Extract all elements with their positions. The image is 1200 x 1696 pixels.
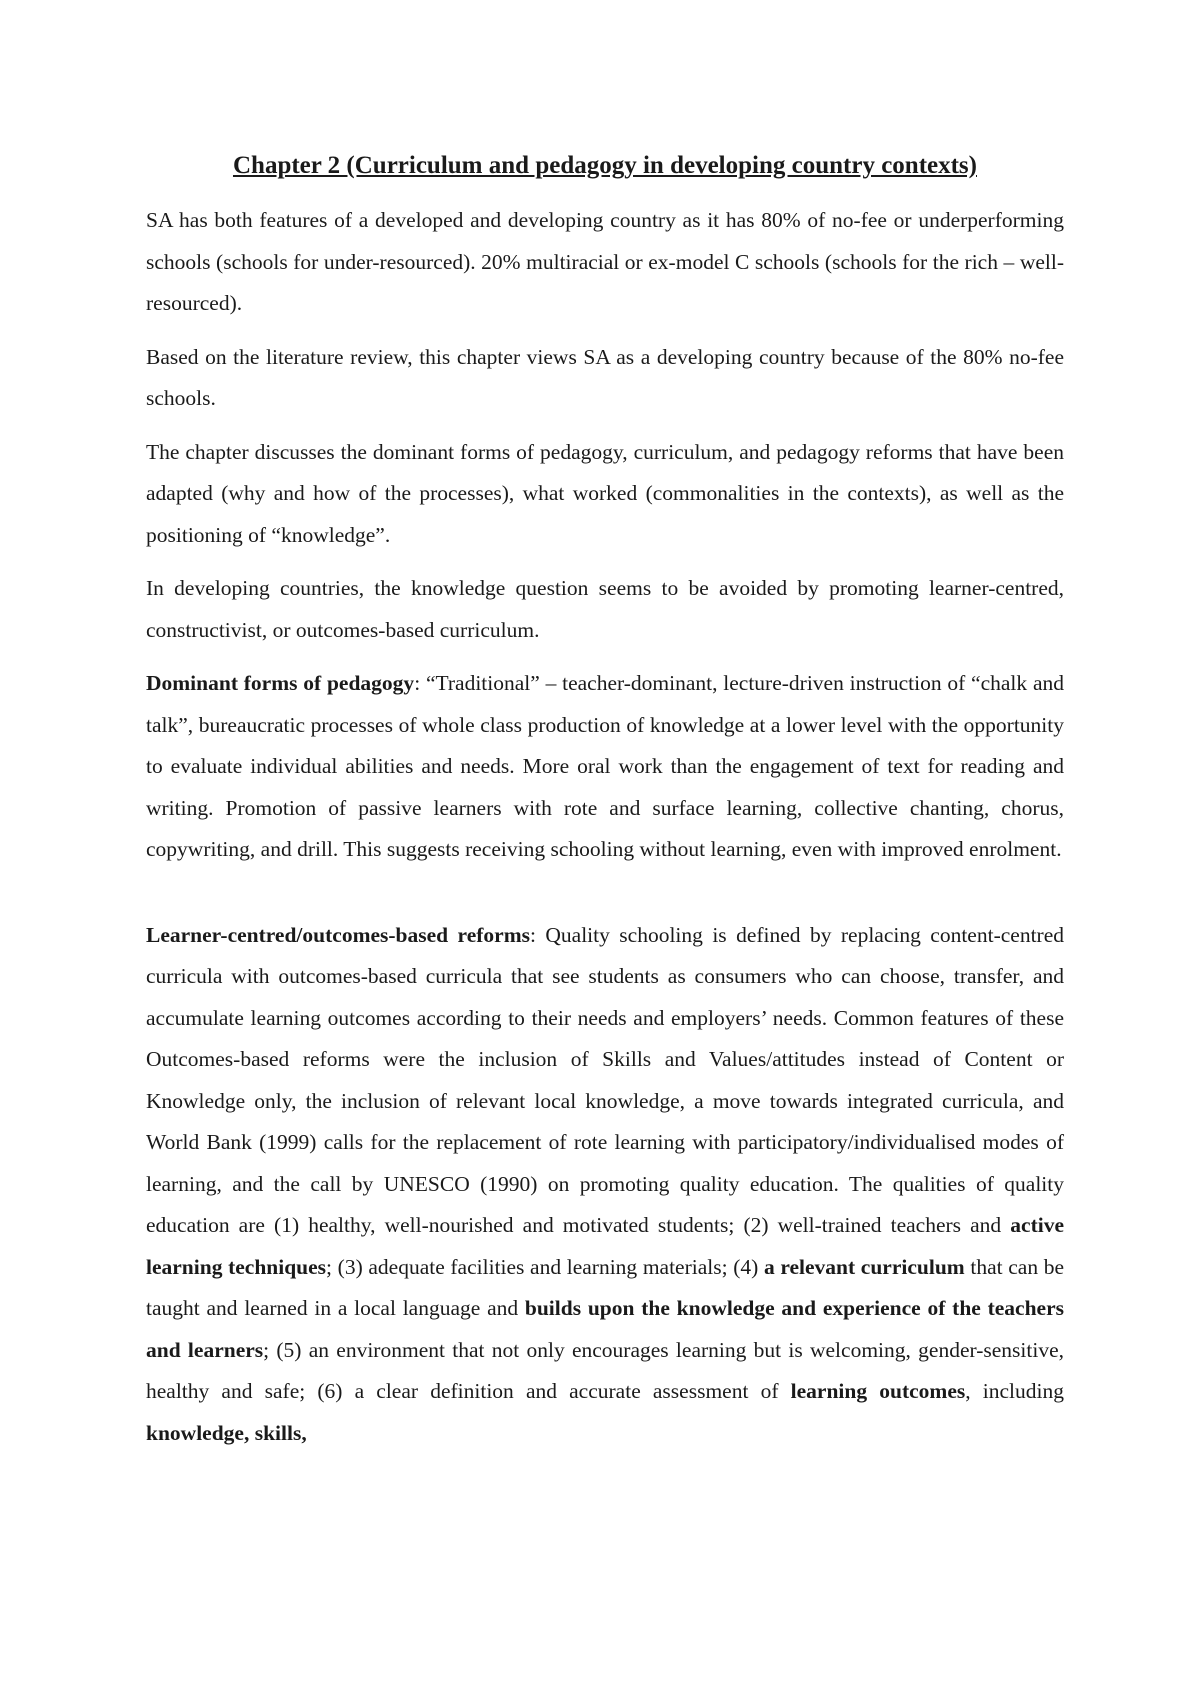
document-body xyxy=(146,144,1064,1454)
paragraph-chapter-discussion: The chapter discusses the dominant forms of pedagogy, curriculum, and pedagogy reforms that have been adapted (why and how of the processes), what worked (commonalities in the contexts), as well as the positioning of “knowledge”. xyxy=(146,439,1064,547)
heading-dominant-pedagogy: Dominant forms of pedagogy xyxy=(146,671,415,695)
paragraph-sa-features: SA has both features of a developed and developing country as it has 80% of no-fee or underperforming schools (schools for under-resourced). 20% multiracial or ex-model C schools (schools for the rich – well-resourced). xyxy=(146,208,1064,315)
text-reforms-part-4: ; (5) an environment that not only encourages learning but is welcoming, gender-sensitive, healthy and safe; (6) a clear definition and accurate assessment of xyxy=(146,1337,1064,1403)
paragraph-dominant-pedagogy xyxy=(146,663,1064,871)
paragraph-learner-centred-reforms xyxy=(146,915,1064,1455)
text-reforms-part-2: ; (3) adequate facilities and learning materials; (4) xyxy=(326,1254,764,1279)
paragraph-knowledge-question: In developing countries, the knowledge question seems to be avoided by promoting learner-centred, constructivist, or outcomes-based curriculum. xyxy=(146,576,1064,642)
bold-learning-outcomes: learning outcomes xyxy=(790,1379,966,1403)
paragraph-literature-review: Based on the literature review, this chapter views SA as a developing country because of the 80% no-fee schools. xyxy=(146,344,1064,410)
bold-builds-upon-knowledge: builds upon the knowledge and experience of the teachers and learners xyxy=(146,1296,1064,1362)
heading-learner-centred-reforms: Learner-centred/outcomes-based reforms xyxy=(146,922,530,947)
text-reforms-part-1: : Quality schooling is defined by replacing content-centred curricula with outcomes-based curricula that see students as consumers who can choose, transfer, and accumulate learning outcomes according to their needs and employers’ needs. Common features of these Outcomes-based reforms were the inclusion of Skills and Values/attitudes instead of Content or Knowledge only, the inclusion of relevant local knowledge, a move towards integrated curricula, and World Bank (1999) calls for the replacement of rote learning with participatory/individualised modes of learning, and the call by UNESCO (1990) on promoting quality education. The qualities of quality education are (1) healthy, well-nourished and motivated students; (2) well-trained teachers and xyxy=(146,922,1064,1237)
chapter-title: Chapter 2 (Curriculum and pedagogy in developing country contexts) xyxy=(232,152,977,179)
bold-relevant-curriculum: a relevant curriculum xyxy=(763,1254,965,1279)
bold-active-learning: active learning techniques xyxy=(146,1213,1064,1279)
text-dominant-pedagogy: : “Traditional” – teacher-dominant, lecture-driven instruction of “chalk and talk”, bureaucratic processes of whole class production of knowledge at a lower level with the opportunity to evaluate individual abilities and needs. More oral work than the engagement of text for reading and writing. Promotion of passive learners with rote and surface learning, collective chanting, chorus, copywriting, and drill. This suggests receiving schooling without learning, even with improved enrolment. xyxy=(146,671,1064,861)
bold-knowledge-skills: knowledge, skills, xyxy=(146,1420,307,1445)
text-reforms-part-5: , including xyxy=(965,1379,1064,1403)
text-reforms-part-3: that can be taught and learned in a local language and xyxy=(146,1254,1065,1320)
